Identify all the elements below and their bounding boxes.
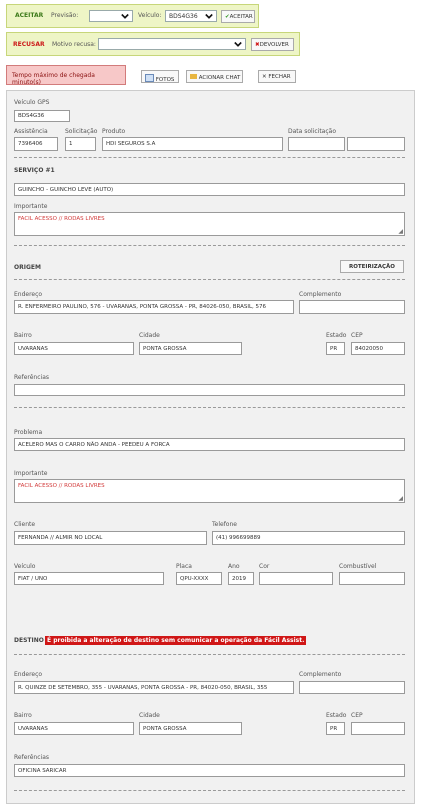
vehicle-gps-input[interactable]: BDS4G36 <box>14 110 70 122</box>
important-textarea[interactable]: FACIL ACESSO // RODAS LIVRES ◢ <box>14 212 405 236</box>
request-time-input[interactable] <box>347 137 405 151</box>
year-input[interactable]: 2019 <box>228 572 254 585</box>
divider <box>14 407 405 408</box>
product-input[interactable]: HDI SEGUROS S.A <box>102 137 283 151</box>
client-input[interactable]: FERNANDA // ALMIR NO LOCAL <box>14 531 207 545</box>
problem-label: Problema <box>14 429 43 436</box>
destination-complement-input[interactable] <box>299 681 405 694</box>
divider <box>14 157 405 158</box>
origin-title: ORIGEM <box>14 264 41 271</box>
request-input[interactable]: 1 <box>65 137 96 151</box>
destination-address-label: Endereço <box>14 671 43 678</box>
previsao-label: Previsão: <box>51 12 79 19</box>
request-date-input[interactable] <box>288 137 345 151</box>
phone-label: Telefone <box>212 521 237 528</box>
phone-input[interactable]: (41) 996699889 <box>212 531 405 545</box>
origin-address-label: Endereço <box>14 291 43 298</box>
resize-handle-icon[interactable]: ◢ <box>398 495 403 502</box>
veiculo-label: Veículo: <box>138 12 162 19</box>
refuse-bar <box>6 32 300 56</box>
important-label: Importante <box>14 203 48 210</box>
destination-city-input[interactable]: PONTA GROSSA <box>139 722 242 735</box>
motivo-select[interactable] <box>98 38 246 50</box>
chevron-down-icon <box>121 13 129 20</box>
return-button[interactable]: ✖DEVOLVER <box>251 38 294 51</box>
origin-references-input[interactable] <box>14 384 405 396</box>
service-input[interactable]: GUINCHO - GUINCHO LEVE (AUTO) <box>14 183 405 196</box>
close-icon: ✕ <box>262 74 267 80</box>
destination-address-input[interactable]: R. QUINZE DE SETEMBRO, 355 - UVARANAS, PONTA GROSSA - PR, 84020-050, BRASIL, 355 <box>14 681 294 694</box>
plate-input[interactable]: QPU-XXXX <box>176 572 222 585</box>
close-button[interactable]: ✕ FECHAR <box>258 70 296 83</box>
destination-zip-label: CEP <box>351 712 363 719</box>
arrival-time-alert: Tempo máximo de chegada minuto(s) <box>6 65 126 85</box>
divider <box>14 279 405 280</box>
origin-zip-input[interactable]: 84020050 <box>351 342 405 355</box>
origin-state-label: Estado <box>326 332 347 339</box>
chevron-down-icon <box>234 41 242 48</box>
fuel-input[interactable] <box>339 572 405 585</box>
resize-handle-icon[interactable]: ◢ <box>398 228 403 235</box>
vehicle-gps-label: Veículo GPS <box>14 99 50 106</box>
veiculo-select-value: BDS4G36 <box>169 13 198 20</box>
service-title: SERVIÇO #1 <box>14 167 55 174</box>
origin-zip-label: CEP <box>351 332 363 339</box>
destination-references-input[interactable]: OFICINA SARICAR <box>14 764 405 777</box>
divider <box>14 790 405 791</box>
important-label-2: Importante <box>14 470 48 477</box>
request-label: Solicitação <box>65 128 98 135</box>
destination-city-label: Cidade <box>139 712 160 719</box>
accept-button[interactable]: ✔ACEITAR <box>221 10 255 23</box>
motivo-label: Motivo recusa: <box>52 41 96 48</box>
fuel-label: Combustível <box>339 563 377 570</box>
request-date-label: Data solicitação <box>288 128 337 135</box>
important-textarea-2[interactable]: FACIL ACESSO // RODAS LIVRES ◢ <box>14 479 405 503</box>
color-input[interactable] <box>259 572 333 585</box>
destination-district-input[interactable]: UVARANAS <box>14 722 134 735</box>
close-x-icon: ✖ <box>255 42 260 48</box>
origin-district-label: Bairro <box>14 332 32 339</box>
chevron-down-icon <box>205 13 213 20</box>
destination-state-label: Estado <box>326 712 347 719</box>
vehicle-label: Veículo <box>14 563 36 570</box>
photos-button[interactable]: FOTOS <box>141 70 179 83</box>
origin-complement-label: Complemento <box>299 291 342 298</box>
origin-references-label: Referências <box>14 374 49 381</box>
destination-zip-input[interactable] <box>351 722 405 735</box>
divider <box>14 245 405 246</box>
assistance-input[interactable]: 7396406 <box>14 137 58 151</box>
origin-state-input[interactable]: PR <box>326 342 345 355</box>
origin-city-input[interactable]: PONTA GROSSA <box>139 342 242 355</box>
photo-icon <box>145 74 154 82</box>
destination-state-input[interactable]: PR <box>326 722 345 735</box>
folder-icon <box>190 74 197 79</box>
problem-input[interactable]: ACELERO MAS O CARRO NÃO ANDA - PEEDEU A FORCA <box>14 438 405 451</box>
destination-complement-label: Complemento <box>299 671 342 678</box>
origin-district-input[interactable]: UVARANAS <box>14 342 134 355</box>
divider <box>14 654 405 655</box>
color-label: Cor <box>259 563 270 570</box>
refuse-label: RECUSAR <box>13 41 45 48</box>
origin-city-label: Cidade <box>139 332 160 339</box>
origin-address-input[interactable]: R. ENFERMEIRO PAULINO, 576 - UVARANAS, PONTA GROSSA - PR, 84026-050, BRASIL, 576 <box>14 300 294 314</box>
previsao-select[interactable] <box>89 10 133 22</box>
destination-warning-banner: É proibida a alteração de destino sem comunicar a operação da Fácil Assist. <box>47 637 305 644</box>
check-icon: ✔ <box>225 14 230 20</box>
call-chat-button[interactable]: ACIONAR CHAT <box>186 70 243 83</box>
accept-label: ACEITAR <box>15 12 44 19</box>
assistance-label: Assistência <box>14 128 48 135</box>
route-button[interactable]: ROTEIRIZAÇÃO <box>340 260 404 273</box>
destination-title: DESTINO <box>14 637 44 644</box>
plate-label: Placa <box>176 563 192 570</box>
vehicle-input[interactable]: FIAT / UNO <box>14 572 164 585</box>
origin-complement-input[interactable] <box>299 300 405 314</box>
year-label: Ano <box>228 563 240 570</box>
veiculo-select[interactable] <box>165 10 217 22</box>
destination-district-label: Bairro <box>14 712 32 719</box>
accept-bar <box>6 4 259 28</box>
product-label: Produto <box>102 128 126 135</box>
destination-references-label: Referências <box>14 754 49 761</box>
client-label: Cliente <box>14 521 36 528</box>
